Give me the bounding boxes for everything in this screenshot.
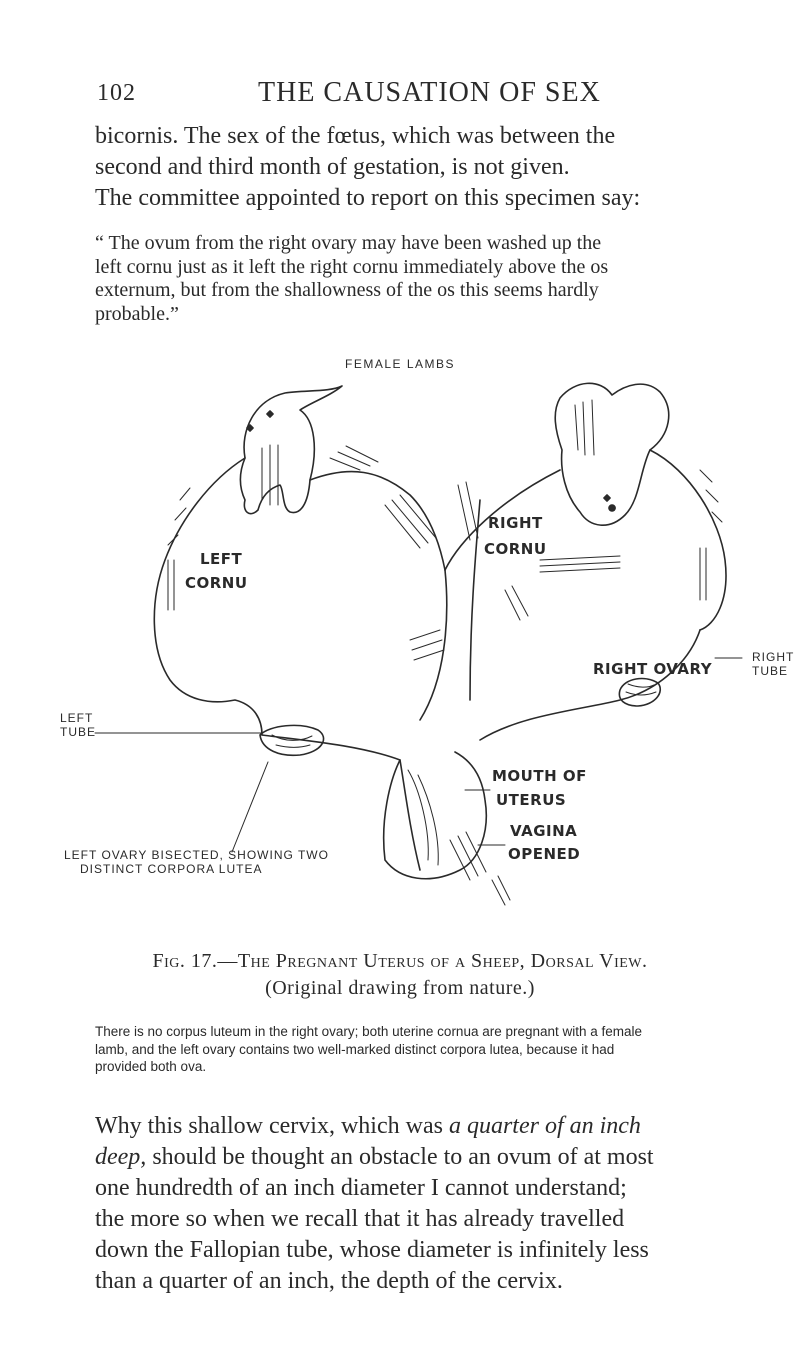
note-line: provided both ova.	[95, 1059, 207, 1074]
body-line: the more so when we recall that it has already travelled	[95, 1206, 625, 1232]
label-left-ovary: DISTINCT CORPORA LUTEA	[80, 862, 263, 876]
figure-title: FEMALE LAMBS	[344, 357, 456, 371]
figure-number: Fig. 17.	[152, 950, 218, 972]
body-paragraph-bottom	[95, 1111, 767, 1297]
body-line: bicornis. The sex of the fœtus, which was between the	[95, 123, 616, 149]
figure-caption-subtitle: (Original drawing from nature.)	[265, 977, 535, 999]
quote-line: “ The ovum from the right ovary may have been washed up the	[95, 232, 602, 254]
left-cornu-outline	[154, 458, 262, 735]
page-number: 102	[97, 80, 136, 106]
label-right-tube: RIGHT	[752, 650, 795, 664]
left-lamb-head	[240, 386, 342, 514]
right-lamb-head	[555, 383, 668, 525]
quote-line: externum, but from the shallowness of the os this seems hardly	[95, 279, 599, 301]
quote-line: left cornu just as it left the right cornu immediately above the os	[95, 255, 609, 278]
figure-note	[95, 1023, 770, 1076]
emphasis-text: deep,	[95, 1144, 147, 1170]
label-right-cornu: CORNU	[484, 540, 547, 558]
running-title: THE CAUSATION OF SEX	[258, 77, 601, 108]
quote-line: probable.”	[95, 302, 179, 325]
label-left-cornu: CORNU	[185, 574, 248, 592]
cervix-region	[384, 752, 487, 879]
right-cornu-outline	[650, 450, 726, 630]
body-line	[95, 1142, 767, 1173]
body-line: than a quarter of an inch, the depth of the cervix.	[95, 1268, 563, 1294]
label-vagina-opened: OPENED	[508, 845, 581, 863]
body-line: The committee appointed to report on this specimen say:	[95, 185, 641, 211]
label-left-tube: TUBE	[60, 725, 97, 739]
label-left-cornu: LEFT	[200, 550, 243, 568]
body-text: Why this shallow cervix, which was	[95, 1113, 449, 1139]
body-line: one hundredth of an inch diameter I cannot understand;	[95, 1175, 627, 1201]
figure-caption	[0, 950, 800, 973]
label-right-ovary: RIGHT OVARY	[593, 660, 713, 678]
label-vagina-opened: VAGINA	[510, 822, 578, 840]
label-right-cornu: RIGHT	[488, 514, 543, 532]
label-mouth-of-uterus: UTERUS	[496, 791, 567, 809]
label-left-ovary: LEFT OVARY BISECTED, SHOWING TWO	[64, 848, 329, 862]
emphasis-text: a quarter of an inch	[448, 1113, 641, 1139]
figure-caption-title: —The Pregnant Uterus of a Sheep, Dorsal View.	[217, 950, 648, 972]
note-line: lamb, and the left ovary contains two well-marked distinct corpora lutea, because it had	[95, 1041, 615, 1057]
body-line	[95, 1111, 767, 1142]
label-right-tube: TUBE	[752, 664, 789, 678]
left-ovary-leader	[232, 762, 268, 852]
note-line: There is no corpus luteum in the right ovary; both uterine cornua are pregnant with a female	[95, 1024, 643, 1039]
label-mouth-of-uterus: MOUTH OF	[492, 767, 587, 785]
body-line: down the Fallopian tube, whose diameter is infinitely less	[95, 1237, 649, 1263]
label-left-tube: LEFT	[60, 711, 94, 725]
body-text: should be thought an obstacle to an ovum of at most	[146, 1144, 654, 1170]
body-line: second and third month of gestation, is not given.	[95, 154, 570, 180]
